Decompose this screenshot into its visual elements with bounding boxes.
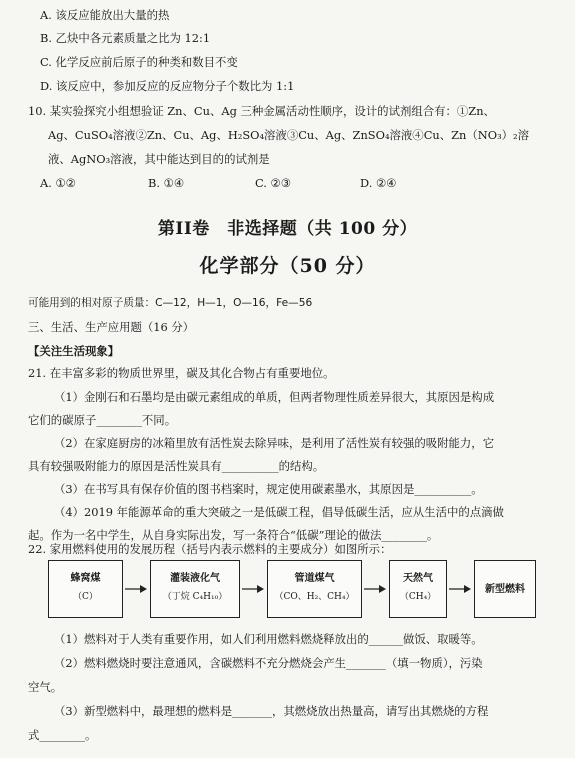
flow-box-natural-gas (389, 560, 447, 618)
flow-box-name: 蜂窝煤 (70, 573, 101, 584)
q21-part4-line1: （4）2019 年能源革命的重大突破之一是低碳工程，倡导低碳生活，应从生活中的点滴做 (54, 505, 504, 519)
q10-line-3: 液、AgNO₃溶液，其中能达到目的的试剂是 (48, 152, 270, 166)
q21-part3: （3）在书写具有保存价值的图书档案时，规定使用碳素墨水，其原因是__________。 (54, 482, 483, 496)
flow-box-name: 管道煤气 (294, 573, 335, 584)
q10-line-1: 10. 某实验探究小组想验证 Zn、Cu、Ag 三种金属活动性顺序，设计的试剂组合有：①Zn、 (28, 104, 495, 118)
q9-option-d: D. 该反应中，参加反应的反应物分子个数比为 1:1 (40, 79, 295, 93)
arrow-icon (124, 582, 148, 596)
q22-intro: 22. 家用燃料使用的发展历程（括号内表示燃料的主要成分）如图所示： (28, 542, 392, 556)
q9-option-a: A. 该反应能放出大量的热 (40, 8, 170, 22)
q21-part1-line1: （1）金刚石和石墨均是由碳元素组成的单质，但两者物理性质差异很大，其原因是构成 (54, 390, 495, 404)
q21-part1-line2: 它们的碳原子________不同。 (28, 413, 177, 427)
q22-part1: （1）燃料对于人类有重要作用，如人们利用燃料燃烧释放出的______做饭、取暖等。 (54, 632, 483, 646)
section-3-heading: 三、生活、生产应用题（16 分） (28, 320, 195, 334)
arrow-icon (448, 582, 472, 596)
q22-part3-line1: （3）新型燃料中，最理想的燃料是_______，其燃烧放出热量高，请写出其燃烧的方程 (54, 704, 489, 718)
q21-part2-line1: （2）在家庭厨房的冰箱里放有活性炭去除异味，是利用了活性炭有较强的吸附能力，它 (54, 436, 495, 450)
atomic-masses: 可能用到的相对原子质量：C—12，H—1，O—16，Fe—56 (28, 297, 313, 309)
q10-option-d: D. ②④ (360, 176, 397, 190)
flow-box-name: 灌装液化气 (170, 573, 220, 584)
q10-option-c: C. ②③ (255, 176, 291, 190)
flow-box-composition: （丁烷 C₄H₁₀） (162, 592, 228, 602)
part-title: 化学部分（50 分） (199, 255, 376, 277)
q22-part3-line2: 式________。 (28, 728, 97, 742)
flow-box-pipeline-gas (267, 560, 362, 618)
flow-box-lpg (150, 560, 240, 618)
q21-part2-line2: 具有较强吸附能力的原因是活性炭具有__________的结构。 (28, 459, 325, 473)
q10-option-b: B. ①④ (148, 176, 185, 190)
section-title: 第II卷 非选择题（共 100 分） (157, 219, 418, 239)
q10-option-a: A. ①② (40, 176, 76, 190)
q10-line-2: Ag、CuSO₄溶液②Zn、Cu、Ag、H₂SO₄溶液③Cu、Ag、ZnSO₄溶液④Cu、Zn（NO₃）₂溶 (48, 128, 529, 142)
flow-box-new-fuel (474, 560, 536, 618)
flow-box-honeycomb-coal (48, 560, 123, 618)
flow-box-composition: （CH₄） (399, 592, 437, 602)
arrow-icon (363, 582, 387, 596)
arrow-icon (241, 582, 265, 596)
flow-box-name: 天然气 (403, 573, 433, 584)
flow-box-composition: （CO、H₂、CH₄） (274, 592, 355, 602)
q21-part4-line2: 起。作为一名中学生，从自身实际出发，写一条符合“低碳”理论的做法________。 (28, 528, 439, 542)
flow-box-composition: （C） (73, 592, 98, 602)
flow-box-name: 新型燃料 (485, 584, 525, 595)
q9-option-c: C. 化学反应前后原子的种类和数目不变 (40, 55, 238, 69)
q9-option-b: B. 乙炔中各元素质量之比为 12:1 (40, 31, 211, 45)
fuel-flow-diagram (0, 560, 575, 630)
q21-intro: 21. 在丰富多彩的物质世界里，碳及其化合物占有重要地位。 (28, 366, 335, 380)
q22-part2-line1: （2）燃料燃烧时要注意通风，含碳燃料不充分燃烧会产生_______（填一物质），污染 (54, 656, 483, 670)
q22-part2-line2: 空气。 (28, 680, 63, 694)
focus-heading: 【关注生活现象】 (28, 344, 120, 358)
